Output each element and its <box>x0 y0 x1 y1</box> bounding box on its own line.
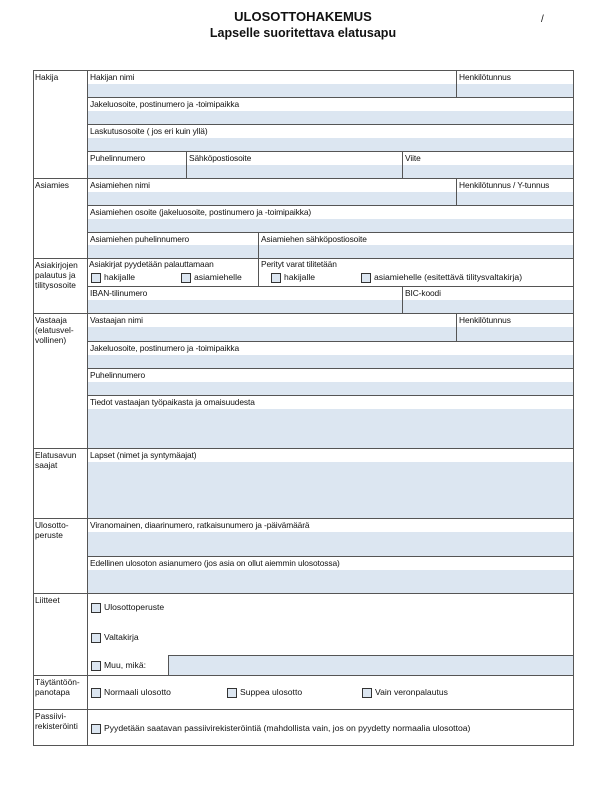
agent-id-label: Henkilötunnus / Y-tunnus <box>459 180 550 190</box>
agent-id-input[interactable] <box>457 192 573 205</box>
authority-input[interactable] <box>88 532 573 556</box>
defendant-ssn-label: Henkilötunnus <box>459 315 511 325</box>
applicant-address-label: Jakeluosoite, postinumero ja -toimipaikka <box>90 99 240 109</box>
page-mark: / <box>541 14 544 25</box>
defendant-work-label: Tiedot vastaajan työpaikasta ja omaisuudesta <box>90 397 255 407</box>
bic-input[interactable] <box>403 300 573 313</box>
funds-transfer-label: Perityt varat tilitetään <box>261 259 337 269</box>
attachment-muu-label: Muu, mikä: <box>104 660 147 670</box>
applicant-name-label: Hakijan nimi <box>90 72 135 82</box>
defendant-phone-input[interactable] <box>88 382 573 395</box>
section-tapa: Täytäntöön- panotapa <box>35 677 80 697</box>
attachment-muu-checkbox[interactable] <box>91 661 101 671</box>
agent-email-label: Asiamiehen sähköpostiosoite <box>261 234 367 244</box>
applicant-ssn-label: Henkilötunnus <box>459 72 511 82</box>
agent-address-label: Asiamiehen osoite (jakeluosoite, postinumero ja -toimipaikka) <box>90 207 312 217</box>
defendant-work-input[interactable] <box>88 409 573 448</box>
defendant-phone-label: Puhelinnumero <box>90 370 146 380</box>
method-vero-checkbox[interactable] <box>362 688 372 698</box>
agent-phone-input[interactable] <box>88 245 258 258</box>
billing-address-input[interactable] <box>88 138 573 151</box>
children-label: Lapset (nimet ja syntymäajat) <box>90 450 197 460</box>
docs-asiamies-label: asiamiehelle <box>194 272 242 282</box>
attachment-valtakirja-label: Valtakirja <box>104 632 139 642</box>
attachment-muu-input[interactable] <box>169 656 573 675</box>
applicant-email-label: Sähköpostiosoite <box>189 153 252 163</box>
defendant-ssn-input[interactable] <box>457 327 573 341</box>
section-peruste: Ulosotto- peruste <box>35 520 69 540</box>
method-normal-label: Normaali ulosotto <box>104 687 171 697</box>
defendant-name-input[interactable] <box>88 327 456 341</box>
form-subtitle: Lapselle suoritettava elatusapu <box>209 26 397 40</box>
attachment-valtakirja-checkbox[interactable] <box>91 633 101 643</box>
funds-hakija-checkbox[interactable] <box>271 273 281 283</box>
children-input[interactable] <box>88 462 573 518</box>
docs-return-label: Asiakirjat pyydetään palauttamaan <box>89 259 214 269</box>
docs-hakija-label: hakijalle <box>104 272 136 282</box>
billing-address-label: Laskutusosoite ( jos eri kuin yllä) <box>90 126 208 136</box>
attachment-peruste-checkbox[interactable] <box>91 603 101 613</box>
section-liitteet: Liitteet <box>35 595 60 605</box>
method-vero-label: Vain veronpalautus <box>375 687 448 697</box>
section-passiivi: Passiivi- rekisteröinti <box>35 711 78 731</box>
agent-address-input[interactable] <box>88 219 573 232</box>
applicant-address-input[interactable] <box>88 111 573 124</box>
section-hakija: Hakija <box>35 72 59 82</box>
applicant-reference-label: Viite <box>405 153 421 163</box>
method-normal-checkbox[interactable] <box>91 688 101 698</box>
authority-label: Viranomainen, diaarinumero, ratkaisunumero ja -päivämäärä <box>90 520 310 530</box>
section-asiamies: Asiamies <box>35 180 69 190</box>
passive-register-label: Pyydetään saatavan passiivirekisteröintiä (mahdollista vain, jos on pyydetty normaalia ulosottoa) <box>104 723 471 733</box>
section-vastaaja: Vastaaja (elatusvel- vollinen) <box>35 315 74 345</box>
method-suppea-label: Suppea ulosotto <box>240 687 303 697</box>
section-palautus: Asiakirjojen palautus ja tilitysosoite <box>35 260 78 290</box>
bic-label: BIC-koodi <box>405 288 441 298</box>
applicant-phone-input[interactable] <box>88 165 186 178</box>
defendant-address-label: Jakeluosoite, postinumero ja -toimipaikka <box>90 343 240 353</box>
applicant-reference-input[interactable] <box>403 165 573 178</box>
attachment-peruste-label: Ulosottoperuste <box>104 602 165 612</box>
previous-case-input[interactable] <box>88 570 573 593</box>
form-title: ULOSOTTOHAKEMUS <box>234 9 372 24</box>
iban-input[interactable] <box>88 300 402 313</box>
agent-email-input[interactable] <box>259 245 573 258</box>
agent-phone-label: Asiamiehen puhelinnumero <box>90 234 190 244</box>
applicant-phone-label: Puhelinnumero <box>90 153 146 163</box>
passive-register-checkbox[interactable] <box>91 724 101 734</box>
docs-hakija-checkbox[interactable] <box>91 273 101 283</box>
funds-hakija-label: hakijalle <box>284 272 316 282</box>
defendant-name-label: Vastaajan nimi <box>90 315 143 325</box>
agent-name-input[interactable] <box>88 192 456 205</box>
funds-asiamies-label: asiamiehelle (esitettävä tilitysvaltakirja) <box>374 272 523 282</box>
previous-case-label: Edellinen ulosoton asianumero (jos asia on ollut aiemmin ulosotossa) <box>90 558 340 568</box>
defendant-address-input[interactable] <box>88 355 573 368</box>
funds-asiamies-checkbox[interactable] <box>361 273 371 283</box>
applicant-email-input[interactable] <box>187 165 402 178</box>
docs-asiamies-checkbox[interactable] <box>181 273 191 283</box>
agent-name-label: Asiamiehen nimi <box>90 180 150 190</box>
section-saajat: Elatusavun saajat <box>35 450 77 470</box>
iban-label: IBAN-tilinumero <box>90 288 148 298</box>
method-suppea-checkbox[interactable] <box>227 688 237 698</box>
applicant-ssn-input[interactable] <box>457 84 573 97</box>
applicant-name-input[interactable] <box>88 84 456 97</box>
